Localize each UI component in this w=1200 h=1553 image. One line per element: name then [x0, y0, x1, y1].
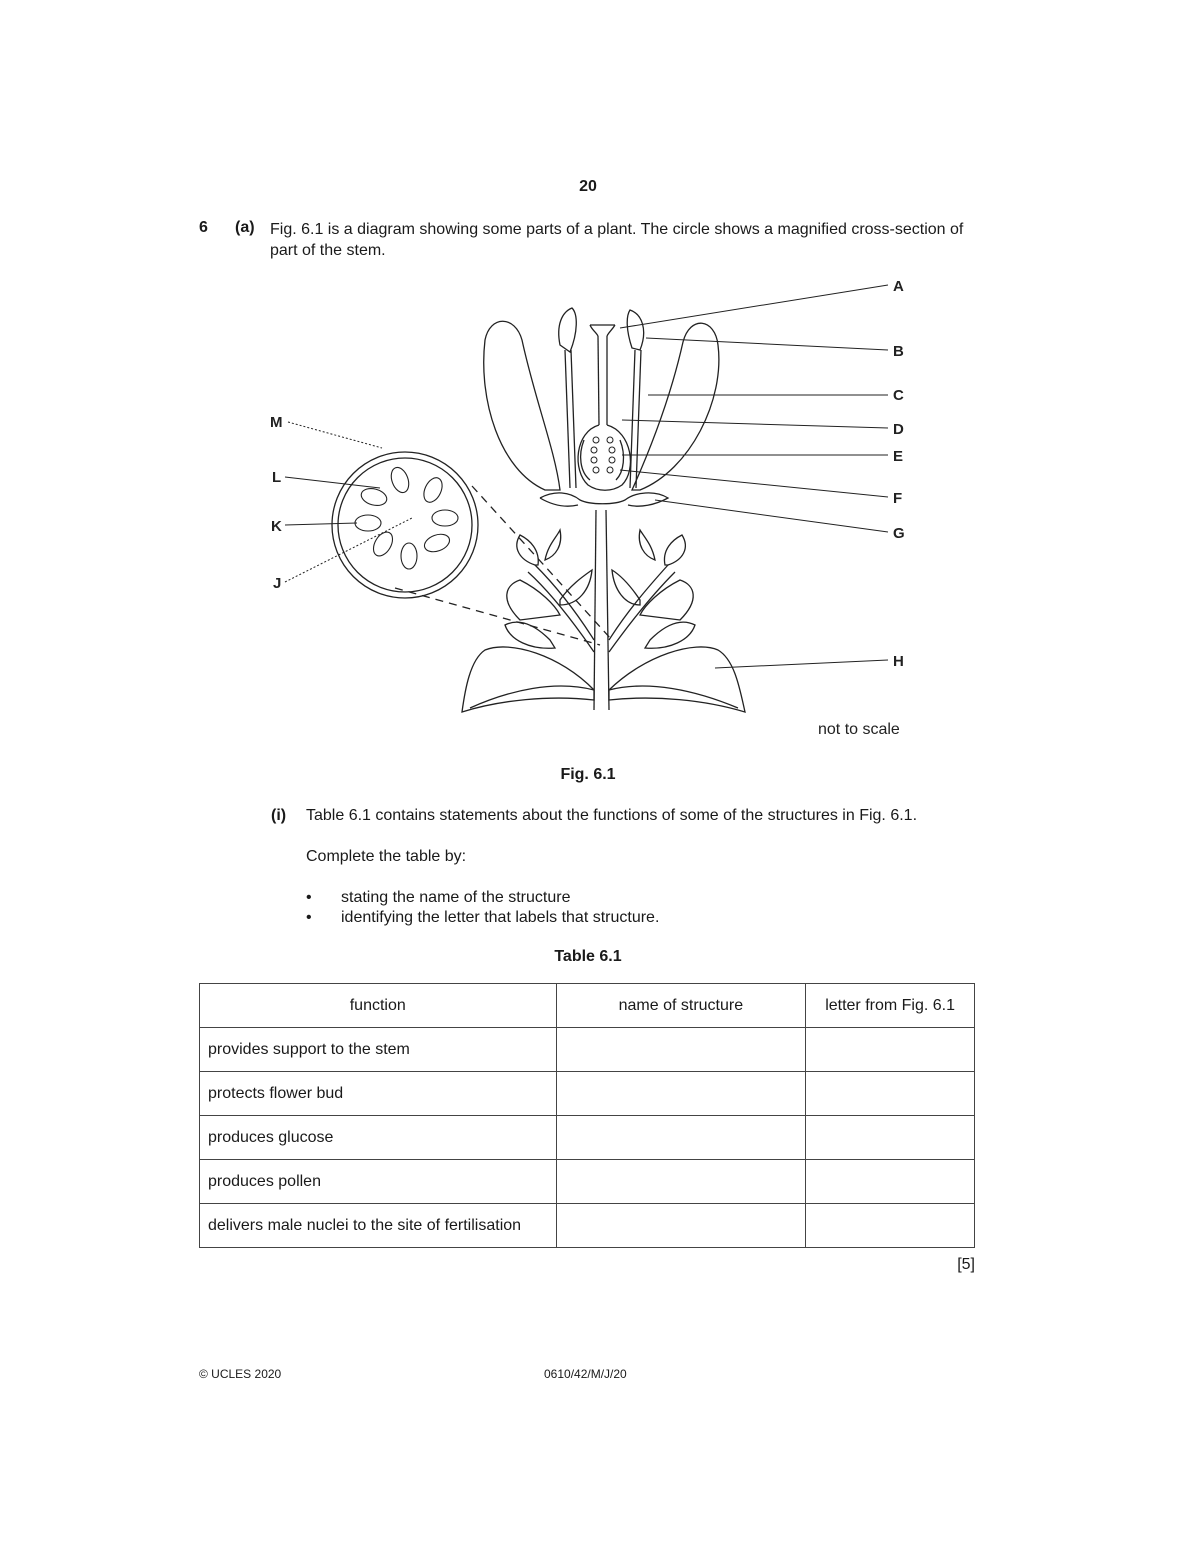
structure-answer-cell[interactable]	[556, 1116, 806, 1160]
label-m: M	[270, 414, 283, 431]
letter-answer-cell[interactable]	[806, 1160, 975, 1204]
letter-answer-cell[interactable]	[806, 1116, 975, 1160]
instruction-bullets	[306, 888, 659, 928]
table-caption: Table 6.1	[554, 948, 622, 965]
label-f: F	[893, 490, 903, 507]
structure-answer-cell[interactable]	[556, 1028, 806, 1072]
footer-code: 0610/42/M/J/20	[544, 1367, 627, 1381]
plant-diagram	[0, 0, 1200, 760]
table-row	[200, 1072, 975, 1116]
label-g: G	[893, 525, 905, 542]
scale-note: not to scale	[818, 721, 900, 738]
figure-caption: Fig. 6.1	[560, 766, 616, 783]
label-b: B	[893, 343, 904, 360]
label-h: H	[893, 653, 904, 670]
header-function: function	[200, 984, 557, 1028]
function-cell: provides support to the stem	[200, 1028, 557, 1072]
table-row	[200, 1204, 975, 1248]
bullet-item: • stating the name of the structure	[306, 888, 659, 908]
function-cell: produces glucose	[200, 1116, 557, 1160]
label-c: C	[893, 387, 904, 404]
question-number: 6	[199, 219, 208, 236]
instruction-text: Complete the table by:	[306, 848, 467, 865]
letter-answer-cell[interactable]	[806, 1072, 975, 1116]
subquestion-number: (i)	[271, 807, 287, 824]
structure-answer-cell[interactable]	[556, 1072, 806, 1116]
page-number: 20	[579, 178, 597, 195]
question-part: (a)	[235, 219, 255, 236]
marks: [5]	[957, 1256, 975, 1273]
letter-answer-cell[interactable]	[806, 1204, 975, 1248]
table-row	[200, 1116, 975, 1160]
structure-answer-cell[interactable]	[556, 1160, 806, 1204]
label-k: K	[271, 518, 282, 535]
question-text: Fig. 6.1 is a diagram showing some parts of a plant. The circle shows a magnified cross-section of part of the stem.	[270, 221, 964, 259]
subquestion-text: Table 6.1 contains statements about the functions of some of the structures in Fig. 6.1.	[306, 807, 918, 824]
function-table	[199, 983, 975, 1248]
header-letter: letter from Fig. 6.1	[806, 984, 975, 1028]
label-l: L	[272, 469, 282, 486]
footer-copyright: © UCLES 2020	[199, 1367, 282, 1381]
label-d: D	[893, 421, 904, 438]
table-row	[200, 1028, 975, 1072]
function-cell: produces pollen	[200, 1160, 557, 1204]
table-header-row	[200, 984, 975, 1028]
function-cell: protects flower bud	[200, 1072, 557, 1116]
label-j: J	[273, 575, 282, 592]
header-name-of-structure: name of structure	[556, 984, 806, 1028]
table-row	[200, 1160, 975, 1204]
label-e: E	[893, 448, 904, 465]
letter-answer-cell[interactable]	[806, 1028, 975, 1072]
structure-answer-cell[interactable]	[556, 1204, 806, 1248]
label-a: A	[893, 278, 904, 295]
bullet-item: • identifying the letter that labels that structure.	[306, 908, 659, 928]
function-cell: delivers male nuclei to the site of fertilisation	[200, 1204, 557, 1248]
